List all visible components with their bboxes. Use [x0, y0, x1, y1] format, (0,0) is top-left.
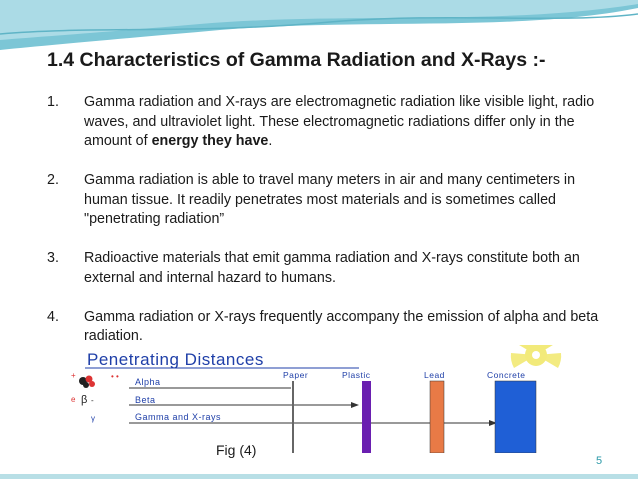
nucleus-icon — [79, 376, 95, 389]
list-number: 4. — [47, 308, 59, 325]
page-number: 5 — [596, 455, 603, 467]
material-label-paper: Paper — [283, 370, 309, 380]
footer-bar — [0, 474, 638, 479]
radiation-trefoil-icon — [511, 345, 561, 368]
figure-caption: Fig (4) — [216, 442, 257, 458]
row-label-alpha: Alpha — [135, 377, 161, 387]
row-label-gamma: Gamma and X-rays — [135, 412, 222, 422]
material-label-lead: Lead — [424, 370, 445, 380]
svg-text:γ: γ — [91, 414, 95, 423]
list-item — [47, 93, 607, 152]
list-text: Gamma radiation or X-rays frequently accompany the emission of alpha and beta radiation. — [84, 308, 599, 344]
lead-barrier — [430, 381, 444, 453]
svg-text:+: + — [71, 371, 76, 380]
list-item — [47, 249, 607, 288]
plastic-barrier — [362, 381, 371, 453]
row-label-beta: Beta — [135, 395, 156, 405]
list-text-bold: energy they have — [151, 133, 269, 149]
svg-text:• •: • • — [111, 372, 119, 381]
list-number: 2. — [47, 172, 59, 188]
figure-heading: Penetrating Distances — [87, 350, 264, 369]
list-text: Gamma radiation is able to travel many meters in air and many centimeters in human tissue. It readily penetrates most materials and is sometimes called "penetrating radiation” — [84, 172, 576, 227]
list-number: 3. — [47, 250, 59, 266]
list-item — [47, 308, 607, 347]
paper-barrier — [292, 381, 294, 453]
svg-text:-: - — [91, 396, 94, 405]
concrete-barrier — [495, 381, 536, 453]
svg-text:e: e — [71, 395, 76, 404]
list-item — [47, 171, 607, 230]
material-label-concrete: Concrete — [487, 370, 526, 380]
slide-title: 1.4 Characteristics of Gamma Radiation and X-Rays :- — [47, 49, 546, 71]
characteristics-list — [47, 93, 607, 366]
svg-text:β: β — [81, 394, 88, 406]
penetrating-distances-figure — [59, 345, 592, 453]
material-label-plastic: Plastic — [342, 370, 371, 380]
list-text: Radioactive materials that emit gamma radiation and X-rays constitute both an external and internal hazard to humans. — [84, 250, 580, 286]
list-text: Gamma radiation and X-rays are electromagnetic radiation like visible light, radio waves, and ultraviolet light. These electromagnetic radiations differ only in the amount of — [84, 94, 595, 149]
list-number: 1. — [47, 94, 59, 110]
list-text-end: . — [268, 133, 273, 149]
